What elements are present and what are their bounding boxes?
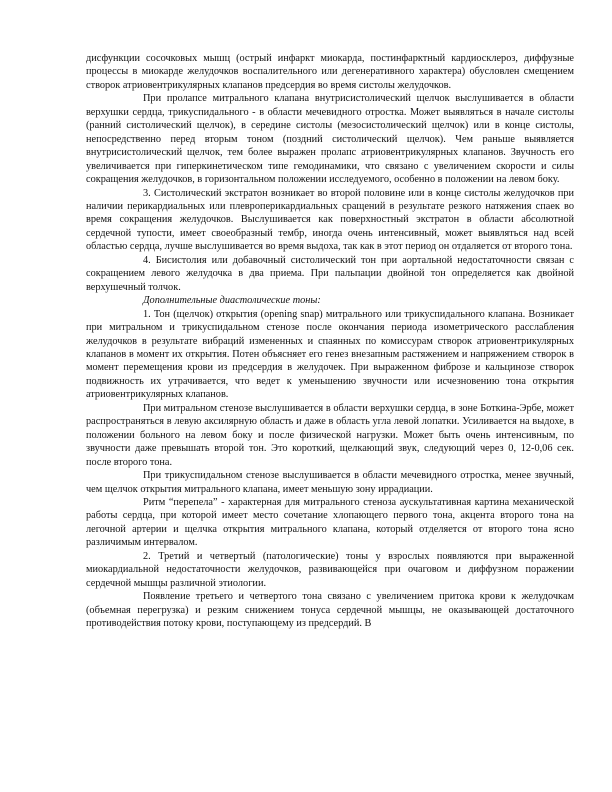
paragraph-8: При трикуспидальном стенозе выслушивается в области мечевидного отростка, менее звучный, чем щелчок открытия митрального клапана, имеет меньшую зону иррадиации. xyxy=(86,470,574,495)
paragraph-3: 3. Систолический экстратон возникает во второй половине или в конце систолы желудочков при наличии перикардиальных или плевроперикардиальных сращений в результате резкого натяжения спаек во время сокращения желудочков. Выслушивается как поверхностный экстратон в области абсолютной сердечной тупости, имеет своеобразный тембр, иногда очень интенсивный, может выявляться над всей областью сердца, лучше выслушивается во время выдоха, так как в этот период он отдаляется от второго тона. xyxy=(86,187,574,253)
paragraph-7: При митральном стенозе выслушивается в области верхушки сердца, в зоне Боткина-Эрбе, может распространяться в левую аксилярную область и даже в область угла левой лопатки. Усиливается на выдохе, в положении больного на левом боку и после физической нагрузки. Может быть очень интенсивным, по звучности даже превышать второй тон. Это короткий, щелкающий звук, следующий через 0, 12-0,06 сек. после второго тона. xyxy=(86,402,574,468)
document-page xyxy=(86,52,574,784)
paragraph-6: 1. Тон (щелчок) открытия (opening snap) митрального или трикуспидального клапана. Возникает при митральном и трикуспидальном стенозе после окончания периода изометрического расслабления желудочков в результате вибраций измененных и спаянных по комиссурам створок атриовентрикулярных клапанов в момент их открытия. Потен объясняет его генез внезапным растяжением и напряжением створок в момент перемещения крови из предсердия в желудочек. При выраженном фиброзе и кальцинозе створок подвижность их утрачивается, что ведет к уменьшению звучности или исчезновению тона открытия атриовентрикулярных клапанов. xyxy=(86,308,574,401)
paragraph-2: При пролапсе митрального клапана внутрисистолический щелчок выслушивается в области верхушки сердца, трикуспидального - в области мечевидного отростка. Может выявляться в начале систолы (ранний систолический щелчок), в середине систолы (мезосистолический щелчок) или в конце систолы, непосредственно перед вторым тоном (поздний систолический щелчок). Чем раньше выявляется внутрисистолический щелчок, тем более выражен пролапс атриовентрикулярных клапанов. Звучность его увеличивается при гиперкинетическом типе гемодинамики, что связано с увеличением скорости и силы сокращения желудочков, в горизонтальном положении исследуемого, особенно в положении на левом боку. xyxy=(86,93,574,186)
paragraph-10: 2. Третий и четвертый (патологические) тоны у взрослых появляются при выраженной миокардиальной недостаточности желудочков, развивающейся при очаговом и диффузном поражении сердечной мышцы различной этиологии. xyxy=(86,550,574,589)
paragraph-1: дисфункции сосочковых мышц (острый инфаркт миокарда, постинфарктный кардиосклероз, диффузные процессы в миокарде желудочков воспалительного или дегенеративного характера) обусловлен смещением створок атриовентрикулярных клапанов предсердия во время систолы желудочков. xyxy=(86,53,574,91)
paragraph-11: Появление третьего и четвертого тона связано с увеличением притока крови к желудочкам (объемная перегрузка) и резким снижением тонуса сердечной мышцы, не оказывающей достаточного противодействия потоку крови, поступающему из предсердий. В xyxy=(86,591,574,630)
paragraph-9: Ритм “перепела” - характерная для митрального стеноза аускультативная картина механической работы сердца, при которой имеет место сочетание хлопающего первого тона, акцента второго тона на легочной артерии и щелчка открытия митрального клапана, который отделяется от второго тона ясно различимым интервалом. xyxy=(86,496,574,549)
paragraph-4: 4. Бисистолия или добавочный систолический тон при аортальной недостаточности связан с сокращением левого желудочка в два приема. При пальпации двойной тон определяется как двойной верхушечный толчок. xyxy=(86,254,574,293)
section-heading-diastolic-tones: Дополнительные диастолические тоны: xyxy=(143,295,321,307)
